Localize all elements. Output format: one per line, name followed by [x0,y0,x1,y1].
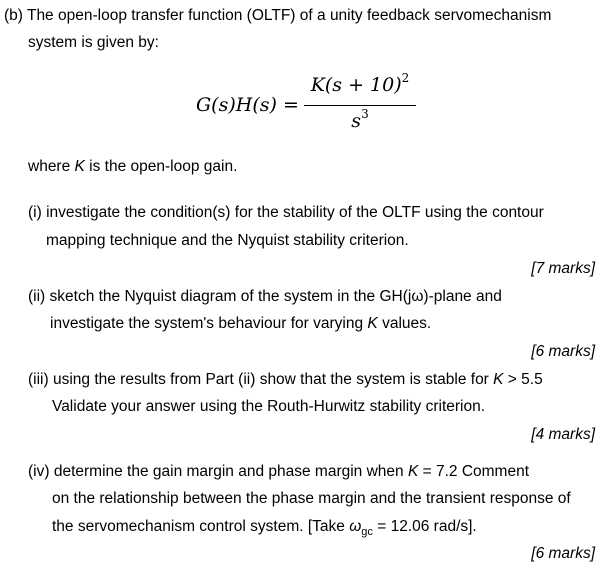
numerator-exponent: 2 [401,71,410,85]
part-iv-line-1-prefix: (iv) determine the gain margin and phase margin when [28,463,408,480]
part-iv-line-3-suffix: = 12.06 rad/s]. [372,518,477,535]
part-iii-line-1-prefix: (iii) using the results from Part (ii) show that the system is stable for [28,371,494,388]
part-iii-line-1-suffix: > 5.5 [503,371,543,388]
part-ii-line-1: (ii) sketch the Nyquist diagram of the system in the GH(jω)-plane and [28,288,502,305]
part-iv-line-1-suffix: = 7.2 Comment [418,463,530,480]
part-iv-marks: [6 marks] [531,545,595,562]
omega-subscript: gc [361,526,373,539]
omega-symbol: ω [349,518,362,535]
intro-line-2: system is given by: [28,34,159,51]
part-iv-line-1 [28,462,529,482]
part-iv-line-2: on the relationship between the phase margin and the transient response of [52,490,571,507]
part-iii-k: K [493,371,504,388]
equation-denominator [304,107,416,132]
denominator-exponent: 3 [361,107,369,121]
part-ii-k: K [367,315,378,332]
part-iii-marks: [4 marks] [531,426,595,443]
part-iv-line-3-prefix: the servomechanism control system. [Take [52,518,350,535]
equation-lhs: G(s)H(s) = [196,94,299,116]
part-i-line-2: mapping technique and the Nyquist stability criterion. [46,232,409,249]
denominator-base: s [351,110,362,132]
part-i-marks: [7 marks] [531,260,595,277]
where-k: K [74,158,85,175]
part-ii-line-2-prefix: investigate the system's behaviour for varying [50,315,368,332]
equation-fraction [304,71,416,136]
part-iv-line-3 [52,517,477,537]
intro-line-1: (b) The open-loop transfer function (OLTF) of a unity feedback servomechanism [4,7,552,24]
where-prefix: where [28,158,75,175]
part-iii-line-2: Validate your answer using the Routh-Hurwitz stability criterion. [52,398,486,415]
where-suffix: is the open-loop gain. [84,158,238,175]
part-i-line-1: (i) investigate the condition(s) for the stability of the OLTF using the contour [28,204,544,221]
fraction-bar [304,105,416,106]
where-line [28,157,237,177]
part-ii-line-2-suffix: values. [377,315,432,332]
part-ii-marks: [6 marks] [531,343,595,360]
part-ii-line-2 [50,314,431,334]
equation-numerator [304,71,416,96]
numerator-main: K(s + 10) [310,74,402,96]
part-iv-k: K [407,463,419,480]
part-iii-line-1 [28,370,543,390]
